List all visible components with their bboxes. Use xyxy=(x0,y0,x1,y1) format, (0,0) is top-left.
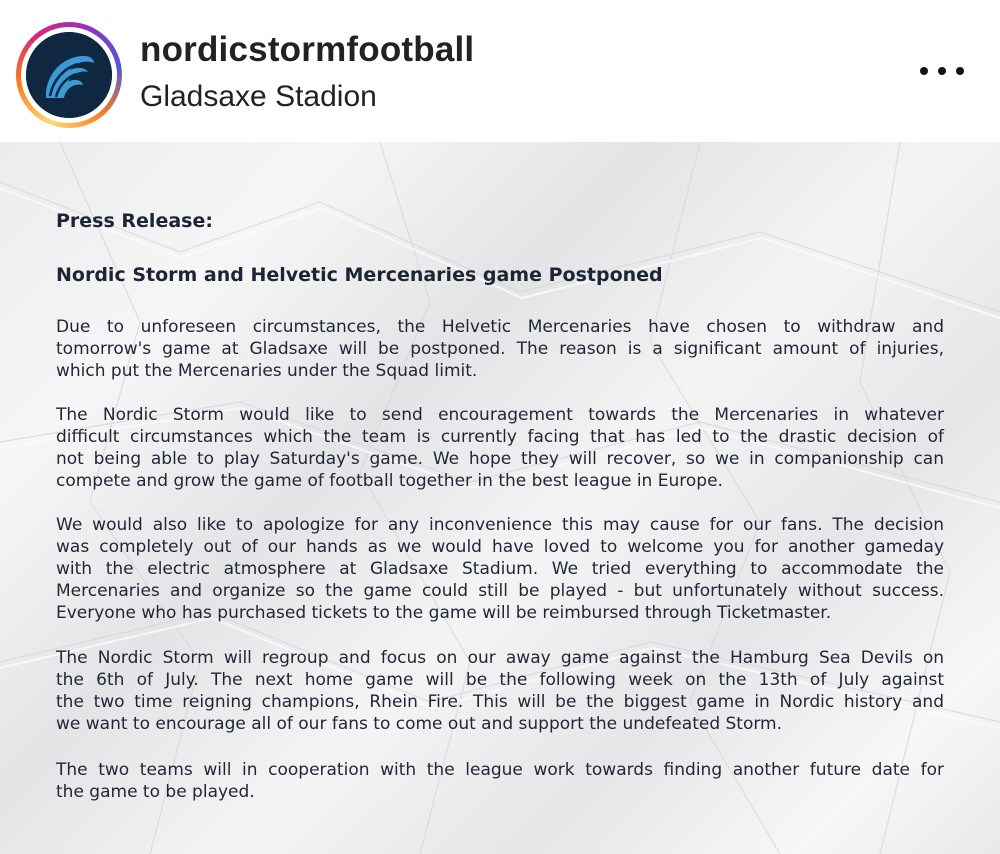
paragraph-line: tomorrow's game at Gladsaxe will be postponed. The reason is a significant amount of injuries, xyxy=(56,339,944,359)
wave-logo-icon xyxy=(26,32,112,118)
document-label: Press Release: xyxy=(56,210,213,232)
paragraph-line: not being able to play Saturday's game. We hope they will recover, so we in companionship can xyxy=(56,449,944,469)
post-header xyxy=(0,0,1000,142)
paragraph-line: Mercenaries and organize so the game could still be played - but unfortunately without success. xyxy=(56,581,944,601)
paragraph-3 xyxy=(56,514,944,624)
paper-texture xyxy=(0,142,1000,854)
paragraph-5 xyxy=(56,759,944,803)
paragraph-1 xyxy=(56,316,944,382)
document-title: Nordic Storm and Helvetic Mercenaries game Postponed xyxy=(56,264,663,286)
paragraph-4 xyxy=(56,647,944,735)
story-ring[interactable] xyxy=(16,22,122,128)
paragraph-line: The Nordic Storm would like to send encouragement towards the Mercenaries in whatever xyxy=(56,405,944,425)
paragraph-line: Everyone who has purchased tickets to the game will be reimbursed through Ticketmaster. xyxy=(56,603,832,623)
paragraph-line: The Nordic Storm will regroup and focus on our away game against the Hamburg Sea Devils on xyxy=(56,648,944,668)
paragraph-line: compete and grow the game of football together in the best league in Europe. xyxy=(56,471,723,491)
paragraph-line: with the electric atmosphere at Gladsaxe Stadium. We tried everything to accommodate the xyxy=(56,559,944,579)
paragraph-line: The two teams will in cooperation with the league work towards finding another future date for xyxy=(56,760,944,780)
location-link[interactable]: Gladsaxe Stadion xyxy=(140,80,377,113)
paragraph-line: we want to encourage all of our fans to come out and support the undefeated Storm. xyxy=(56,714,783,734)
paragraph-line: the game to be played. xyxy=(56,782,255,802)
paragraph-line: We would also like to apologize for any inconvenience this may cause for our fans. The decision xyxy=(56,515,944,535)
avatar[interactable] xyxy=(26,32,112,118)
paragraph-line: the two time reigning champions, Rhein Fire. This will be the biggest game in Nordic history and xyxy=(56,692,944,712)
paragraph-line: Due to unforeseen circumstances, the Helvetic Mercenaries have chosen to withdraw and xyxy=(56,317,944,337)
username[interactable]: nordicstormfootball xyxy=(140,30,475,69)
paragraph-line: difficult circumstances which the team is currently facing that has led to the drastic decision of xyxy=(56,427,944,447)
paragraph-2 xyxy=(56,404,944,492)
paragraph-line: was completely out of our hands as we would have loved to welcome you for another gameday xyxy=(56,537,944,557)
post-image[interactable] xyxy=(0,142,1000,854)
paragraph-line: which put the Mercenaries under the Squad limit. xyxy=(56,361,478,381)
more-horizontal-icon xyxy=(910,56,974,86)
paragraph-line: the 6th of July. The next home game will be the following week on the 13th of July against xyxy=(56,670,944,690)
more-options-button[interactable] xyxy=(910,56,974,86)
